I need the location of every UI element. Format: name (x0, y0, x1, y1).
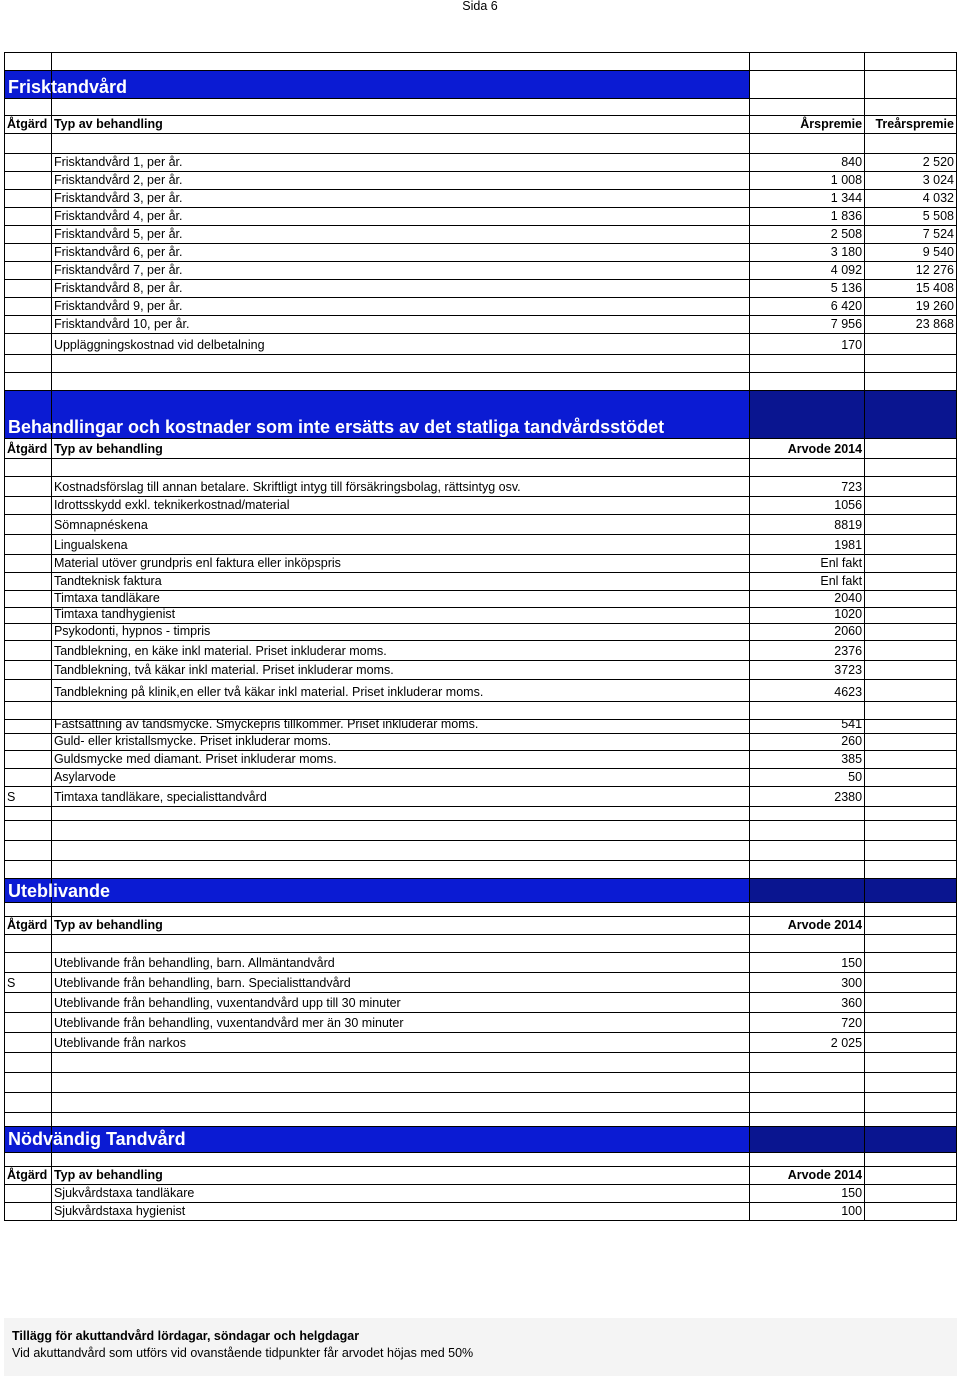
header-atgard: Åtgärd (5, 116, 52, 133)
table-row (5, 316, 957, 334)
table-row (5, 190, 957, 208)
cell-arvode: 100 (750, 1203, 865, 1220)
cell-behandling: Timtaxa tandläkare (52, 591, 750, 607)
header-arvode: Arvode 2014 (750, 439, 865, 458)
cell-trearspremie: 2 520 (865, 154, 957, 171)
cell-behandling: Tandteknisk faktura (52, 573, 750, 590)
cell-behandling: Frisktandvård 8, per år. (52, 280, 750, 297)
cell-code (5, 624, 52, 640)
page-number: Sida 6 (462, 0, 498, 13)
table-row (5, 298, 957, 316)
table-row (5, 1203, 957, 1221)
cell-behandling: Tandblekning, två käkar inkl material. Priset inkluderar moms. (52, 661, 750, 679)
cell-trearspremie: 7 524 (865, 226, 957, 243)
cell-behandling: Frisktandvård 4, per år. (52, 208, 750, 225)
cell-arvode: Enl fakt (750, 555, 865, 572)
spacer-row (5, 53, 957, 71)
cell-arspremie: 1 008 (750, 172, 865, 189)
table-row (5, 973, 957, 993)
uteblivande-rows (5, 953, 957, 1053)
cell-code (5, 661, 52, 679)
cell-behandling: Frisktandvård 3, per år. (52, 190, 750, 207)
cell-arspremie: 2 508 (750, 226, 865, 243)
header-typ: Typ av behandling (52, 439, 750, 458)
cell-arvode: 360 (750, 993, 865, 1012)
cell-behandling: Sjukvårdstaxa tandläkare (52, 1185, 750, 1202)
cell-behandling: Uteblivande från behandling, barn. Specialisttandvård (52, 973, 750, 992)
section-title: Behandlingar och kostnader som inte ersätts av det statliga tandvårdsstödet (8, 417, 665, 437)
cell-behandling: Psykodonti, hypnos - timpris (52, 624, 750, 640)
cell-trearspremie: 12 276 (865, 262, 957, 279)
cell-code (5, 769, 52, 786)
cell-behandling: Lingualskena (52, 535, 750, 554)
table-row (5, 702, 957, 720)
frisk-rows (5, 154, 957, 355)
cell-code (5, 477, 52, 496)
cell-arspremie: 1 344 (750, 190, 865, 207)
cell-code (5, 535, 52, 554)
table-row (5, 720, 957, 734)
cell-behandling: Tandblekning, en käke inkl material. Priset inkluderar moms. (52, 641, 750, 660)
cell-behandling: Frisktandvård 7, per år. (52, 262, 750, 279)
table-row (5, 661, 957, 680)
section-header-uteblivande (5, 879, 957, 903)
table-row (5, 993, 957, 1013)
cell-arspremie: 6 420 (750, 298, 865, 315)
cell-code (5, 720, 52, 733)
cell-behandling: Frisktandvård 5, per år. (52, 226, 750, 243)
header-typ: Typ av behandling (52, 917, 750, 934)
cell-arvode: Enl fakt (750, 573, 865, 590)
cell-behandling: Fastsättning av tandsmycke. Smyckepris tillkommer. Priset inkluderar moms. (52, 720, 750, 733)
cell-arvode: 150 (750, 953, 865, 972)
section-title: Frisktandvård (8, 77, 128, 97)
cell-behandling: Asylarvode (52, 769, 750, 786)
cell-arvode: 2 025 (750, 1033, 865, 1052)
table-row (5, 244, 957, 262)
column-header-row (5, 116, 957, 134)
section-title: Nödvändig Tandvård (8, 1129, 186, 1149)
cell-arvode: 723 (750, 477, 865, 496)
table-row (5, 641, 957, 661)
cell-arvode: 260 (750, 734, 865, 750)
table-row (5, 751, 957, 769)
cell-behandling: Timtaxa tandhygienist (52, 608, 750, 623)
nodvandig-rows (5, 1185, 957, 1221)
header-atgard: Åtgärd (5, 439, 52, 458)
cell-arspremie: 5 136 (750, 280, 865, 297)
table-row (5, 1033, 957, 1053)
cell-behandling: Uteblivande från narkos (52, 1033, 750, 1052)
table-row (5, 477, 957, 497)
cell-behandling: Uteblivande från behandling, barn. Allmäntandvård (52, 953, 750, 972)
cell-arvode: 300 (750, 973, 865, 992)
header-atgard: Åtgärd (5, 917, 52, 934)
cell-arspremie: 840 (750, 154, 865, 171)
cell-arvode: 2060 (750, 624, 865, 640)
cell-arvode: 3723 (750, 661, 865, 679)
table-row (5, 208, 957, 226)
cell-behandling: Kostnadsförslag till annan betalare. Skriftligt intyg till försäkringsbolag, rättsintyg osv. (52, 477, 750, 496)
header-typ: Typ av behandling (52, 1167, 750, 1184)
table-row (5, 591, 957, 608)
header-arspremie: Årspremie (750, 116, 865, 133)
table-row (5, 555, 957, 573)
cell-code: S (5, 787, 52, 806)
table-row (5, 734, 957, 751)
table-row (5, 608, 957, 624)
section-header-behandlingar (5, 391, 957, 439)
cell-arvode: 1056 (750, 497, 865, 514)
cell-behandling: Material utöver grundpris enl faktura eller inköpspris (52, 555, 750, 572)
cell-behandling: Frisktandvård 10, per år. (52, 316, 750, 333)
table-row (5, 680, 957, 702)
cell-code (5, 680, 52, 701)
cell-behandling: Frisktandvård 2, per år. (52, 172, 750, 189)
table-row (5, 787, 957, 807)
table-row (5, 226, 957, 244)
cell-trearspremie: 15 408 (865, 280, 957, 297)
column-header-row (5, 917, 957, 935)
cell-arvode: 1020 (750, 608, 865, 623)
cell-trearspremie: 4 032 (865, 190, 957, 207)
cell-arvode: 720 (750, 1013, 865, 1032)
footer-text: Vid akuttandvård som utförs vid ovanstående tidpunkter får arvodet höjas med 50% (12, 1346, 474, 1360)
cell-code (5, 591, 52, 607)
cell-trearspremie: 5 508 (865, 208, 957, 225)
cell-arvode: 2380 (750, 787, 865, 806)
cell-code (5, 1033, 52, 1052)
cell-arspremie: 1 836 (750, 208, 865, 225)
header-arvode: Arvode 2014 (750, 1167, 865, 1184)
cell-behandling: Sömnapnéskena (52, 515, 750, 534)
cell-behandling: Frisktandvård 6, per år. (52, 244, 750, 261)
cell-code (5, 608, 52, 623)
table-row (5, 154, 957, 172)
cell-code (5, 573, 52, 590)
cell-behandling: Timtaxa tandläkare, specialisttandvård (52, 787, 750, 806)
section-header-frisktandvard (5, 71, 957, 99)
cell-trearspremie: 9 540 (865, 244, 957, 261)
cell-arspremie: 4 092 (750, 262, 865, 279)
cell-behandling: Uppläggningskostnad vid delbetalning (52, 334, 750, 354)
table-row (5, 1185, 957, 1203)
cell-arvode: 385 (750, 751, 865, 768)
table-row (5, 172, 957, 190)
table-row (5, 769, 957, 787)
cell-code: S (5, 973, 52, 992)
table-row (5, 573, 957, 591)
cell-arvode: 4623 (750, 680, 865, 701)
cell-arvode: 1981 (750, 535, 865, 554)
column-header-row (5, 1167, 957, 1185)
table-row (5, 497, 957, 515)
cell-behandling: Guld- eller kristallsmycke. Priset inkluderar moms. (52, 734, 750, 750)
table-row (5, 262, 957, 280)
cell-behandling: Sjukvårdstaxa hygienist (52, 1203, 750, 1220)
cell-code (5, 497, 52, 514)
cell-arspremie: 7 956 (750, 316, 865, 333)
column-header-row (5, 439, 957, 459)
cell-code (5, 1013, 52, 1032)
cell-arvode: 50 (750, 769, 865, 786)
behandlingar-rows (5, 477, 957, 807)
cell-code (5, 953, 52, 972)
cell-code (5, 555, 52, 572)
cell-arvode: 541 (750, 720, 865, 733)
header-atgard: Åtgärd (5, 1167, 52, 1184)
cell-arvode: 2040 (750, 591, 865, 607)
table-row (5, 515, 957, 535)
cell-arvode: 2376 (750, 641, 865, 660)
table-row (5, 280, 957, 298)
cell-behandling: Uteblivande från behandling, vuxentandvård mer än 30 minuter (52, 1013, 750, 1032)
cell-behandling: Guldsmycke med diamant. Priset inkluderar moms. (52, 751, 750, 768)
price-list-sheet (4, 52, 957, 1221)
cell-arspremie: 170 (750, 334, 865, 354)
cell-arspremie: 3 180 (750, 244, 865, 261)
cell-behandling: Frisktandvård 1, per år. (52, 154, 750, 171)
cell-code (5, 515, 52, 534)
cell-arvode: 8819 (750, 515, 865, 534)
footer-title: Tillägg för akuttandvård lördagar, söndagar och helgdagar (12, 1329, 360, 1343)
section-header-nodvandig (5, 1127, 957, 1153)
footer-note (4, 1318, 957, 1376)
cell-behandling: Uteblivande från behandling, vuxentandvård upp till 30 minuter (52, 993, 750, 1012)
table-row (5, 535, 957, 555)
cell-arvode: 150 (750, 1185, 865, 1202)
cell-behandling: Tandblekning på klinik,en eller två käkar inkl material. Priset inkluderar moms. (52, 680, 750, 701)
cell-trearspremie (865, 334, 957, 354)
cell-trearspremie: 3 024 (865, 172, 957, 189)
table-row (5, 624, 957, 641)
cell-code (5, 993, 52, 1012)
table-row (5, 334, 957, 355)
table-row (5, 1013, 957, 1033)
cell-behandling: Idrottsskydd exkl. teknikerkostnad/material (52, 497, 750, 514)
cell-code (5, 734, 52, 750)
table-row (5, 953, 957, 973)
header-typ: Typ av behandling (52, 116, 750, 133)
header-trearspremie: Treårspremie (865, 116, 957, 133)
section-title: Uteblivande (8, 881, 111, 901)
cell-trearspremie: 23 868 (865, 316, 957, 333)
cell-trearspremie: 19 260 (865, 298, 957, 315)
header-arvode: Arvode 2014 (750, 917, 865, 934)
cell-behandling: Frisktandvård 9, per år. (52, 298, 750, 315)
cell-code (5, 751, 52, 768)
cell-code (5, 641, 52, 660)
